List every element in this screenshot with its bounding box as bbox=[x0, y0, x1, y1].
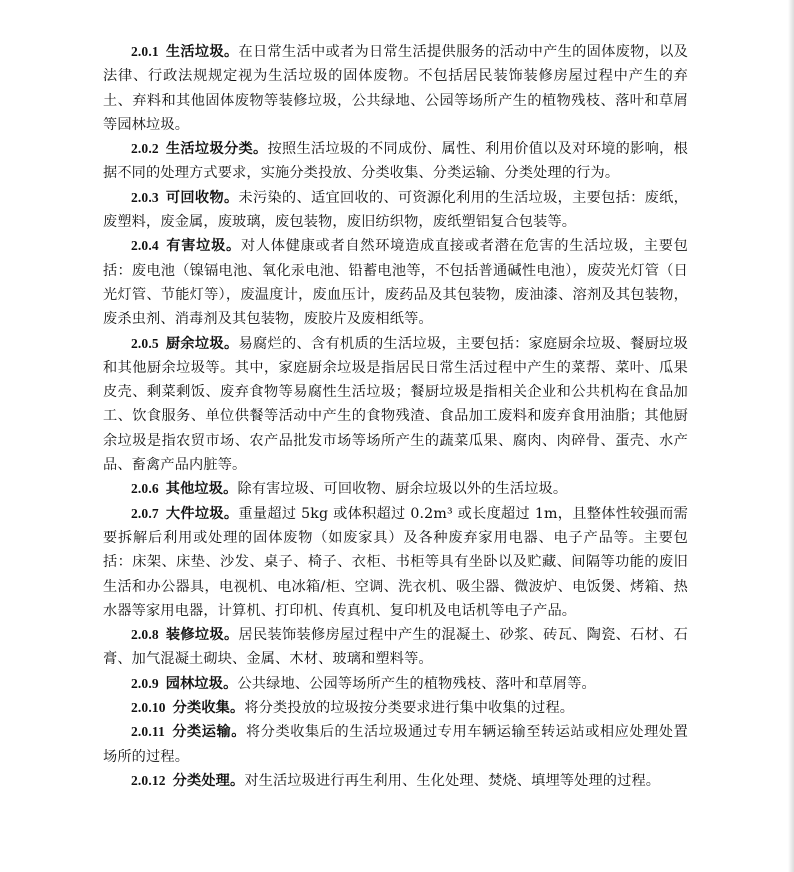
clause-number: 2.0.5 bbox=[131, 335, 159, 351]
term-title: 大件垃圾 bbox=[165, 505, 224, 522]
term-separator: 。 bbox=[223, 481, 238, 498]
term-title: 园林垃圾 bbox=[165, 675, 224, 692]
term-title: 生活垃圾分类 bbox=[165, 141, 253, 158]
definition-text: 易腐烂的、含有机质的生活垃圾，主要包括：家庭厨余垃圾、餐厨垃圾和其他厨余垃圾等。其中，家庭厨余垃圾是指居民日常生活过程中产生的菜帮、菜叶、瓜果皮壳、剩菜剩饭、废弃食物等易腐性生活垃圾；餐厨垃圾是指相关企业和公共机构在食品加工、饮食服务、单位供餐等活动中产生的食物残渣、食品加工废料和废弃食用油脂；其他厨余垃圾是指农贸市场、农产品批发市场等场所产生的蔬菜瓜果、腐肉、肉碎骨、蛋壳、水产品、畜禽产品内脏等。 bbox=[103, 335, 688, 474]
term-title: 分类运输 bbox=[171, 724, 232, 741]
definition-text: 公共绿地、公园等场所产生的植物残枝、落叶和草屑等。 bbox=[237, 675, 596, 692]
clause-number: 2.0.7 bbox=[131, 505, 159, 521]
term-title: 有害垃圾 bbox=[165, 238, 227, 255]
term-separator: 。 bbox=[230, 700, 245, 717]
clause-number: 2.0.9 bbox=[131, 675, 159, 691]
term-separator: 。 bbox=[231, 724, 247, 741]
clause-number: 2.0.6 bbox=[131, 481, 159, 497]
page-edge-shadow bbox=[788, 0, 794, 872]
definition-text: 对生活垃圾进行再生利用、生化处理、焚烧、填埋等处理的过程。 bbox=[244, 772, 661, 789]
term-separator: 。 bbox=[223, 335, 239, 352]
term-separator: 。 bbox=[226, 238, 241, 255]
definition-2-0-12 bbox=[103, 769, 688, 793]
definition-2-0-10 bbox=[103, 696, 688, 720]
term-title: 其他垃圾 bbox=[165, 481, 224, 498]
term-separator: 。 bbox=[223, 189, 239, 206]
clause-number: 2.0.11 bbox=[131, 724, 165, 740]
clause-number: 2.0.8 bbox=[131, 627, 159, 643]
definition-text: 未污染的、适宜回收的、可资源化利用的生活垃圾，主要包括：废纸，废塑料，废金属，废玻璃，废包装物，废旧纺织物，废纸塑铝复合包装等。 bbox=[103, 189, 688, 231]
definition-2-0-9 bbox=[103, 672, 688, 696]
term-title: 生活垃圾 bbox=[165, 44, 224, 60]
term-separator: 。 bbox=[223, 627, 239, 644]
definition-text: 按照生活垃圾的不同成份、属性、利用价值以及对环境的影响，根据不同的处理方式要求，实施分类投放、分类收集、分类运输、分类处理的行为。 bbox=[103, 141, 689, 182]
definition-text: 在日常生活中或者为日常生活提供服务的活动中产生的固体废物，以及法律、行政法规规定视为生活垃圾的固体废物。不包括居民装饰装修房屋过程中产生的弃土、弃料和其他固体废物等装修垃圾，公共绿地、公园等场所产生的植物残枝、落叶和草屑等园林垃圾。 bbox=[103, 44, 688, 133]
term-separator: 。 bbox=[223, 505, 239, 522]
term-separator: 。 bbox=[252, 141, 268, 158]
clause-number: 2.0.4 bbox=[131, 238, 159, 254]
definitions-section bbox=[103, 40, 688, 793]
definition-text: 重量超过 5kg 或体积超过 0.2m³ 或长度超过 1m，且整体性较强而需要拆解后利用或处理的固体废物（如废家具）及各种废弃家用电器、电子产品等。主要包括：床架、床垫、沙发、桌子、椅子、衣柜、书柜等具有坐卧以及贮藏、间隔等功能的废旧生活和办公器具，电视机、电冰箱/柜、空调、洗衣机、吸尘器、微波炉、电饭煲、烤箱、热水器等家用电器，计算机、打印机、传真机、复印机及电话机等电子产品。 bbox=[103, 505, 689, 619]
definition-text: 对人体健康或者自然环境造成直接或者潜在危害的生活垃圾，主要包括：废电池（镍镉电池、氧化汞电池、铅蓄电池等，不包括普通碱性电池），废荧光灯管（日光灯管、节能灯等），废温度计，废血压计，废药品及其包装物，废油漆、溶剂及其包装物，废杀虫剂、消毒剂及其包装物，废胶片及废相纸等。 bbox=[103, 238, 688, 328]
definition-2-0-2 bbox=[103, 137, 688, 186]
term-title: 分类收集 bbox=[172, 700, 231, 717]
term-title: 分类处理 bbox=[172, 772, 231, 789]
definition-2-0-8 bbox=[103, 623, 688, 672]
clause-number: 2.0.10 bbox=[131, 700, 166, 716]
clause-number: 2.0.1 bbox=[131, 44, 159, 59]
term-title: 可回收物 bbox=[165, 189, 224, 206]
clause-number: 2.0.12 bbox=[131, 772, 166, 788]
definition-text: 居民装饰装修房屋过程中产生的混凝土、砂浆、砖瓦、陶瓷、石材、石膏、加气混凝土砌块、金属、木材、玻璃和塑料等。 bbox=[103, 627, 688, 668]
term-title: 装修垃圾 bbox=[165, 627, 224, 644]
term-title: 厨余垃圾 bbox=[165, 335, 224, 352]
clause-number: 2.0.3 bbox=[131, 189, 159, 205]
definition-2-0-1 bbox=[103, 40, 688, 137]
definition-text: 除有害垃圾、可回收物、厨余垃圾以外的生活垃圾。 bbox=[237, 481, 568, 498]
definition-text: 将分类投放的垃圾按分类要求进行集中收集的过程。 bbox=[244, 700, 575, 717]
definition-2-0-5 bbox=[103, 332, 688, 478]
definition-text: 将分类收集后的生活垃圾通过专用车辆运输至转运站或相应处理处置场所的过程。 bbox=[103, 724, 688, 765]
definition-2-0-4 bbox=[103, 234, 688, 331]
term-separator: 。 bbox=[223, 675, 238, 692]
definition-2-0-3 bbox=[103, 186, 688, 235]
definition-2-0-6 bbox=[103, 477, 688, 501]
definition-2-0-11 bbox=[103, 720, 688, 769]
clause-number: 2.0.2 bbox=[131, 141, 159, 157]
definition-2-0-7 bbox=[103, 502, 688, 623]
term-separator: 。 bbox=[230, 772, 245, 789]
term-separator: 。 bbox=[223, 44, 239, 60]
